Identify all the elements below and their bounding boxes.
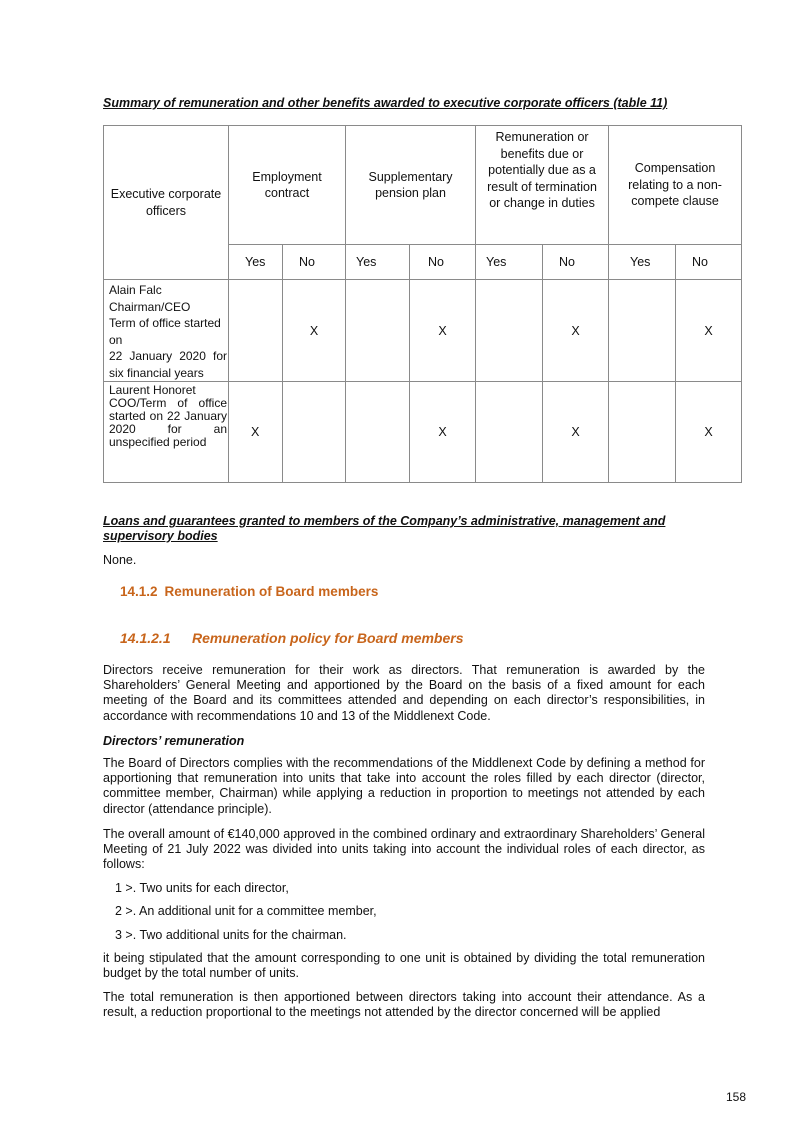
no-header: No: [283, 245, 346, 280]
officer-term: Term of office started: [109, 316, 221, 330]
no-header: No: [676, 245, 742, 280]
mark-cell: X: [229, 382, 283, 483]
paragraph: The total remuneration is then apportioned between directors taking into account their attendance. As a result, a reduction proportional to the meetings not attended by the director concerned will be applied: [103, 990, 705, 1020]
officer-term: started on 22 January: [109, 409, 227, 423]
loans-heading: Loans and guarantees granted to members of the Company’s administrative, management and supervisory bodies: [103, 514, 666, 543]
yes-header: Yes: [229, 245, 283, 280]
table-row: [104, 382, 742, 483]
paragraph: The overall amount of €140,000 approved in the combined ordinary and extraordinary Shareholders’ General Meeting of 21 July 2022 was divided into units taking into account the individual roles of each director, as follows:: [103, 827, 705, 872]
table-row: [104, 280, 742, 382]
officer-term: six financial years: [109, 365, 204, 380]
mark-cell: [476, 382, 543, 483]
yes-header: Yes: [609, 245, 676, 280]
section-heading-14-1-2-1: [120, 630, 464, 646]
list-item: 2 >. An additional unit for a committee member,: [115, 904, 377, 918]
mark-cell: X: [283, 280, 346, 382]
header-termination-benefits: Remuneration or benefits due or potentially due as a result of termination or change in duties: [476, 126, 609, 245]
section-title: Remuneration policy for Board members: [192, 630, 464, 646]
mark-cell: X: [410, 382, 476, 483]
mark-cell: [346, 382, 410, 483]
header-employment-contract: Employment contract: [229, 126, 346, 245]
officer-cell: [104, 382, 229, 483]
mark-cell: X: [410, 280, 476, 382]
remuneration-summary-table: [103, 125, 742, 483]
officer-term: 22 January 2020 for: [109, 349, 227, 363]
no-header: No: [543, 245, 609, 280]
mark-cell: X: [543, 382, 609, 483]
yes-header: Yes: [346, 245, 410, 280]
paragraph: The Board of Directors complies with the recommendations of the Middlenext Code by defining a method for apportioning that remuneration into units that take into account the roles filled by each director (director, committee member, Chairman) while applying a reduction in proportion to meetings not attended by each director (attendance principle).: [103, 756, 705, 816]
officer-term: unspecified period: [109, 435, 207, 449]
page-number: 158: [726, 1090, 747, 1104]
mark-cell: [609, 382, 676, 483]
mark-cell: [476, 280, 543, 382]
no-header: No: [410, 245, 476, 280]
mark-cell: [229, 280, 283, 382]
mark-cell: X: [676, 280, 742, 382]
list-item: 3 >. Two additional units for the chairman.: [115, 928, 347, 942]
section-number: 14.1.2.1: [120, 630, 171, 646]
officer-cell: [104, 280, 229, 382]
header-pension-plan: Supplementary pension plan: [346, 126, 476, 245]
officer-role: Chairman/CEO: [109, 299, 191, 314]
mark-cell: [346, 280, 410, 382]
table-caption: Summary of remuneration and other benefits awarded to executive corporate officers (table 11): [103, 96, 668, 110]
mark-cell: X: [676, 382, 742, 483]
paragraph: it being stipulated that the amount corresponding to one unit is obtained by dividing the total remuneration budget by the total number of units.: [103, 951, 705, 981]
section-title: Remuneration of Board members: [164, 584, 379, 599]
header-non-compete: Compensation relating to a non-compete clause: [609, 126, 742, 245]
list-item: 1 >. Two units for each director,: [115, 881, 289, 895]
paragraph: Directors receive remuneration for their work as directors. That remuneration is awarded by the Shareholders’ General Meeting and apportioned by the Board on the basis of a fixed amount for each meeting of the Board and its committees attended and depending on each director’s responsibilities, in accordance with recommendations 10 and 13 of the Middlenext Code.: [103, 663, 705, 723]
yes-header: Yes: [476, 245, 543, 280]
loans-body: None.: [103, 553, 137, 567]
directors-remuneration-heading: Directors’ remuneration: [103, 734, 245, 748]
mark-cell: X: [543, 280, 609, 382]
officer-role: COO/Term of office: [109, 396, 227, 410]
officer-term: 2020 for an: [109, 422, 227, 436]
mark-cell: [283, 382, 346, 483]
officer-name: Alain Falc: [109, 283, 162, 297]
section-heading-14-1-2: [120, 584, 378, 599]
header-officers: Executive corporate officers: [104, 126, 229, 280]
officer-term: on: [109, 332, 123, 347]
officer-name: Laurent Honoret: [109, 383, 196, 397]
section-number: 14.1.2: [120, 584, 158, 599]
mark-cell: [609, 280, 676, 382]
